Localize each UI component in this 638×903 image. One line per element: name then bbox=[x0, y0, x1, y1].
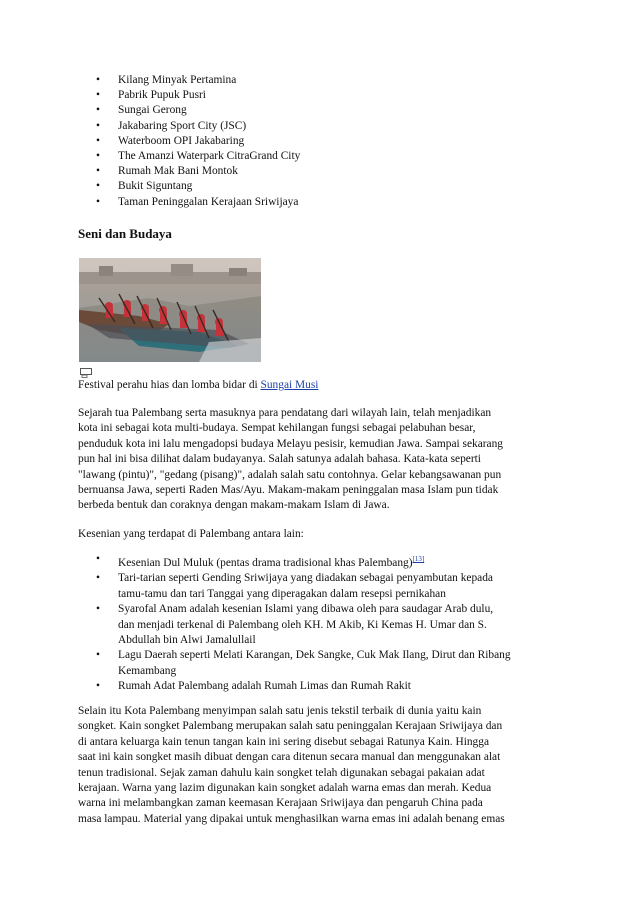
attractions-list bbox=[96, 73, 300, 210]
list-item: • Syarofal Anam adalah kesenian Islami yang dibawa oleh para saudagar Arab dulu, dan menjadi terkenal di Palembang oleh KH. M Akib, Ki Kemas H. Umar dan S. Abdullah bin Alwi Jamalullail bbox=[96, 602, 566, 648]
list-item: • Kesenian Dul Muluk (pentas drama tradisional khas Palembang)[13] bbox=[96, 552, 566, 571]
list-item: • Jakabaring Sport City (JSC) bbox=[96, 119, 300, 134]
figure-caption bbox=[78, 379, 318, 391]
intro-paragraph: Sejarah tua Palembang serta masuknya para pendatang dari wilayah lain, telah menjadikan kota ini sebagai kota multi-budaya. Sempat kehilangan fungsi sebagai pelabuhan besar, penduduk kota ini lalu mengadopsi budaya Melayu pesisir, kemudian Jawa. Sampai sekarang pun hal ini bisa dilihat dalam budayanya. Salah satunya adalah bahasa. Kata-kata seperti "lawang (pintu)", "gedang (pisang)", adalah salah satu contohnya. Gelar kebangsawanan pun bernuansa Jawa, seperti Raden Mas/Ayu. Makam-makam peninggalan masa Islam pun tidak berbeda bentuk dan coraknya dengan makam-makam Islam di Jawa. bbox=[78, 407, 504, 512]
list-item: • Lagu Daerah seperti Melati Karangan, Dek Sangke, Cuk Mak Ilang, Dirut dan Ribang Kemambang bbox=[96, 648, 566, 679]
list-item: • Sungai Gerong bbox=[96, 103, 300, 118]
songket-paragraph: Selain itu Kota Palembang menyimpan salah satu jenis tekstil terbaik di dunia yaitu kain songket. Kain songket Palembang merupakan salah satu peninggalan Kerajaan Sriwijaya dan di antara keluarga kain tenun tangan kain ini sering disebut sebagai Ratunya Kain. Hingga saat ini kain songket masih dibuat dengan cara ditenun secara manual dan menggunakan alat tenun tradisional. Sejak zaman dahulu kain songket telah digunakan sebagai pakaian adat kerajaan. Warna yang lazim digunakan kain songket adalah warna emas dan merah. Kedua warna ini melambangkan zaman keemasan Kerajaan Sriwijaya dan pengaruh China pada masa lampau. Material yang dipakai untuk menghasilkan warna emas ini adalah benang emas bbox=[78, 705, 505, 825]
list-item: • Rumah Mak Bani Montok bbox=[96, 164, 300, 179]
sungai-musi-link[interactable]: Sungai Musi bbox=[260, 379, 319, 391]
list-item: • Pabrik Pupuk Pusri bbox=[96, 88, 300, 103]
list-item: • The Amanzi Waterpark CitraGrand City bbox=[96, 149, 300, 164]
list-item: • Waterboom OPI Jakabaring bbox=[96, 134, 300, 149]
list-item: • Tari-tarian seperti Gending Sriwijaya yang diadakan sebagai penyambutan kepada tamu-tamu dan tari Tanggai yang diperagakan dalam resepsi pernikahan bbox=[96, 571, 566, 602]
list-item: • Rumah Adat Palembang adalah Rumah Limas dan Rumah Rakit bbox=[96, 679, 566, 694]
section-heading: Seni dan Budaya bbox=[78, 226, 172, 241]
arts-intro: Kesenian yang terdapat di Palembang antara lain: bbox=[78, 528, 304, 540]
list-item: • Bukit Siguntang bbox=[96, 179, 300, 194]
arts-list bbox=[96, 552, 566, 695]
list-item: • Kilang Minyak Pertamina bbox=[96, 73, 300, 88]
list-item: • Taman Peninggalan Kerajaan Sriwijaya bbox=[96, 195, 300, 210]
boat-festival-photo[interactable] bbox=[79, 258, 261, 362]
caption-text: Festival perahu hias dan lomba bidar di bbox=[78, 379, 261, 391]
reference-link[interactable]: [13] bbox=[412, 555, 425, 563]
enlarge-icon[interactable] bbox=[80, 365, 92, 375]
